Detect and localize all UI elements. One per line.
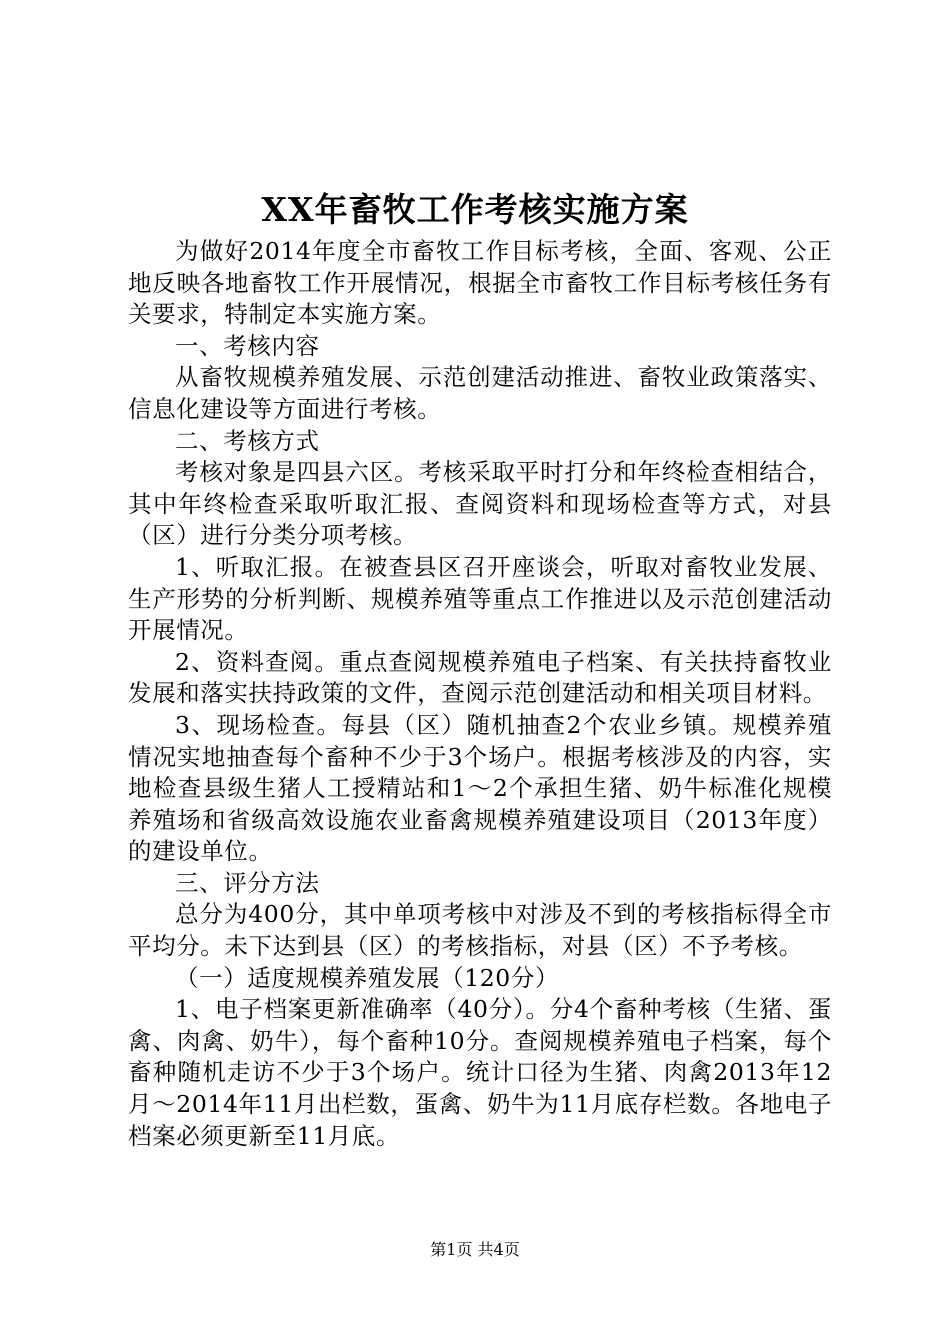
method-item-1: 1、听取汇报。在被查县区召开座谈会，听取对畜牧业发展、生产形势的分析判断、规模养殖等重点工作推进以及示范创建活动开展情况。: [128, 552, 832, 645]
intro-paragraph: 为做好2014年度全市畜牧工作目标考核，全面、客观、公正地反映各地畜牧工作开展情况，根据全市畜牧工作目标考核任务有关要求，特制定本实施方案。: [128, 237, 832, 329]
section-heading-content: 一、考核内容: [175, 331, 320, 360]
document-body: [128, 236, 832, 1152]
document-title: XX年畜牧工作考核实施方案: [261, 190, 689, 229]
method-paragraph: 考核对象是四县六区。考核采取平时打分和年终检查相结合，其中年终检查采取听取汇报、查阅资料和现场检查等方式，对县（区）进行分类分项考核。: [128, 458, 832, 550]
section-heading-scoring: 三、评分方法: [175, 868, 320, 897]
scoring-item-1: 1、电子档案更新准确率（40分）。分4个畜种考核（生猪、蛋禽、肉禽、奶牛），每个畜种10分。查阅规模养殖电子档案，每个畜种随机走访不少于3个场户。统计口径为生猪、肉禽2013年12月～2014年11月出栏数，蛋禽、奶牛为11月底存栏数。各地电子档案必须更新至11月底。: [128, 995, 832, 1150]
scoring-paragraph: 总分为400分，其中单项考核中对涉及不到的考核指标得全市平均分。未下达到县（区）的考核指标，对县（区）不予考核。: [128, 900, 832, 961]
content-paragraph: 从畜牧规模养殖发展、示范创建活动推进、畜牧业政策落实、信息化建设等方面进行考核。: [128, 363, 832, 423]
subsection-heading-scale: （一）适度规模养殖发展（120分）: [175, 963, 560, 992]
section-heading-method: 二、考核方式: [175, 426, 320, 455]
method-item-3: 3、现场检查。每县（区）随机抽查2个农业乡镇。规模养殖情况实地抽查每个畜种不少于3个场户。根据考核涉及的内容，实地检查县级生猪人工授精站和1～2个承担生猪、奶牛标准化规模养殖场和省级高效设施农业畜禽规模养殖建设项目（2013年度）的建设单位。: [128, 710, 832, 866]
page-footer: 第1页 共4页: [430, 1240, 520, 1259]
method-item-2: 2、资料查阅。重点查阅规模养殖电子档案、有关扶持畜牧业发展和落实扶持政策的文件，查阅示范创建活动和相关项目材料。: [128, 647, 832, 708]
